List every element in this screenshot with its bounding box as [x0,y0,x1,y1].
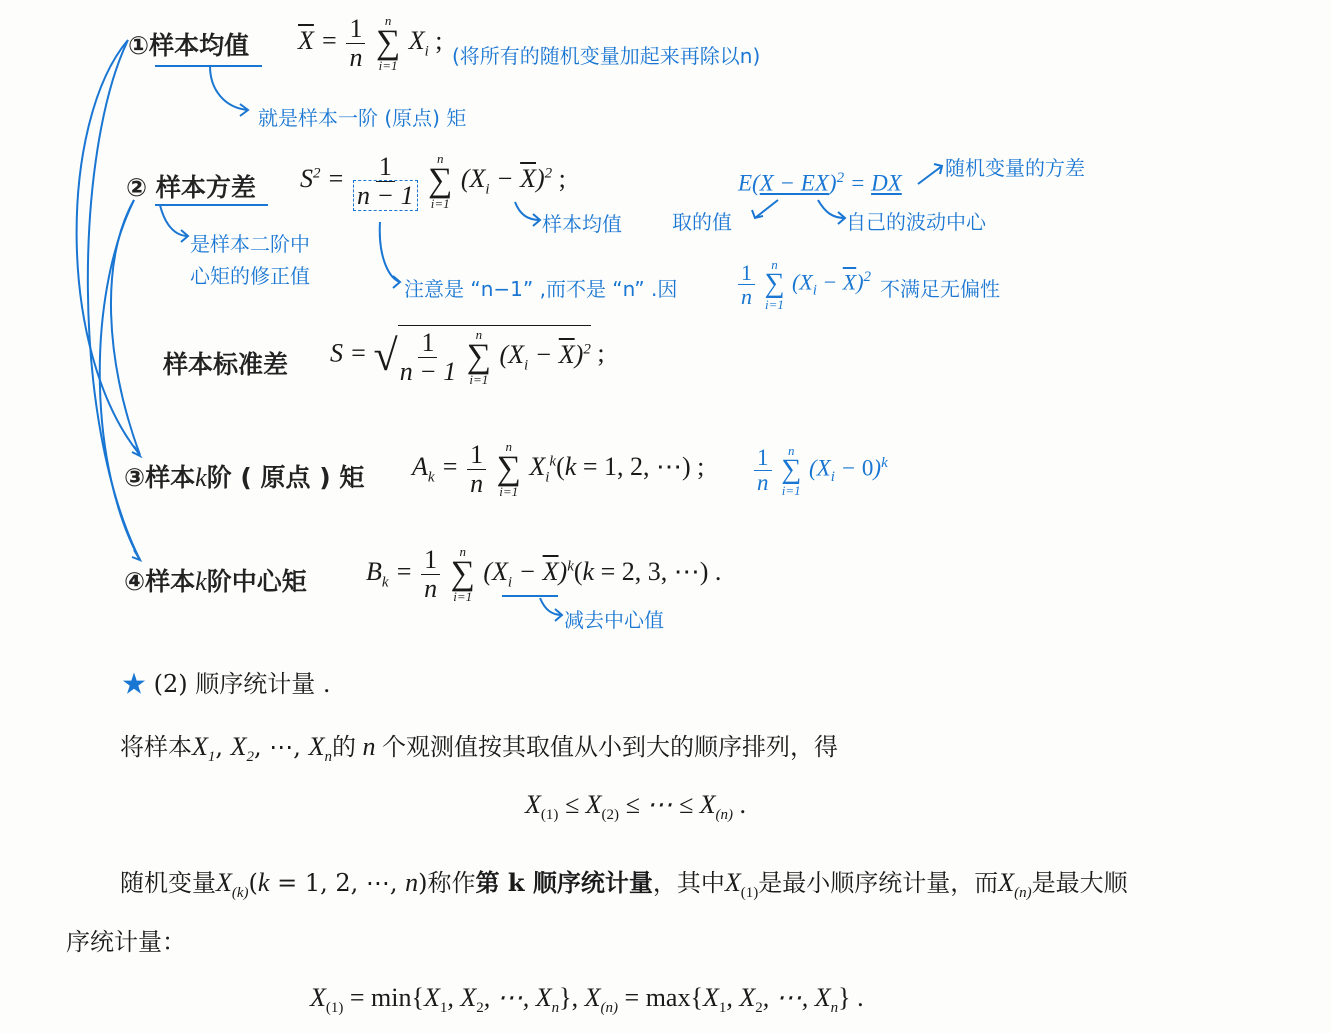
heading-sample-sd: 样本标准差 [163,350,289,379]
heading-sample-mean: ①样本均值 [128,31,250,60]
heading-sample-variance: ② 样本方差 [126,173,256,202]
note-unbiased: 不满足无偏性 [880,277,1000,301]
formula-kth-central-moment: $B_k$ = $\frac{1}{n}$ n ∑ i=1 $(X_i - \overline{X})^k(k = 2$, 3, ⋯) . [366,544,722,605]
note-divide-by-n: (将所有的随机变量加起来再除以n) [452,44,761,68]
formula-moment-note: $\frac{1}{n}$ n ∑ i=1 $(X_i - 0)^k$ [752,444,888,497]
arrow-curve-1 [77,40,140,455]
formula-biased-variance: $\frac{1}{n}$ n ∑ i=1 $(X_i - \overline{X})^2$ [736,258,871,311]
heading-kth-moment: ③样本k阶 ( 原点 ) 矩 [124,463,365,492]
note-n-minus-1: 注意是 “n−1” ,而不是 “n” .因 [404,277,678,301]
note-first-moment: 就是样本一阶 (原点) 矩 [258,106,467,130]
note-fluctuation-center: 自己的波动中心 [846,210,986,234]
formula-sample-mean: $\overline{X}$ = $\frac{1}{n}$ n ∑ i=1 $X_i$ ; [298,13,443,74]
formula-kth-moment: $A_k$ = $\frac{1}{n}$ n ∑ i=1 $X_i^k(k = 1$, 2, ⋯) ; [412,439,705,500]
note-sample-mean: 样本均值 [542,212,622,236]
heading-kth-central-moment: ④样本k阶中心矩 [124,567,307,596]
note-taken-value: 取的值 [672,210,732,234]
note-corrected-l1: 是样本二阶中 [190,232,310,256]
star-icon: ★ [122,670,146,698]
arrow-curve-4 [100,200,140,560]
formula-sample-variance: $S^2$ = $\frac{1}{n - 1}$ n ∑ i=1 $(X_i - \overline{X})^2$ ; [300,151,566,212]
formula-sample-sd: S = √ $\frac{1}{n - 1}$ n ∑ i=1 $(X_i - \overline{X})^2$ ; [330,327,605,388]
formula-variance-def: E(X − EX)$^2$ = DX [738,170,902,196]
paragraph-2: 随机变量$X_{(k)}(k = 1$, 2, ⋯, n)称作第 k 顺序统计量，其中$X_{(1)}$是最小顺序统计量，而$X_{(n)}$是最大顺 [120,868,1128,902]
section-title: ★ (2) 顺序统计量 . [122,670,331,698]
formula-order: $X_{(1)} \le X_{(2)}$ ≤ ⋯ ≤ $X_{(n)}$ . [525,790,746,824]
paragraph-1: 将样本$X_1$, $X_2$, ⋯, $X_n$的 n 个观测值按其取值从小到大的顺序排列，得 [120,732,838,766]
formula-min-max: $X_{(1)} = \min\{X_1$, $X_2$, ⋯, $X_n$}, $X_{(n)} = \max\{X_1$, $X_2$, ⋯, $X_n$} . [310,983,864,1017]
note-subtract-center: 减去中心值 [564,608,664,632]
paragraph-3: 序统计量： [66,928,186,956]
note-corrected-l2: 心矩的修正值 [190,264,310,288]
note-rv-variance: 随机变量的方差 [945,156,1085,180]
